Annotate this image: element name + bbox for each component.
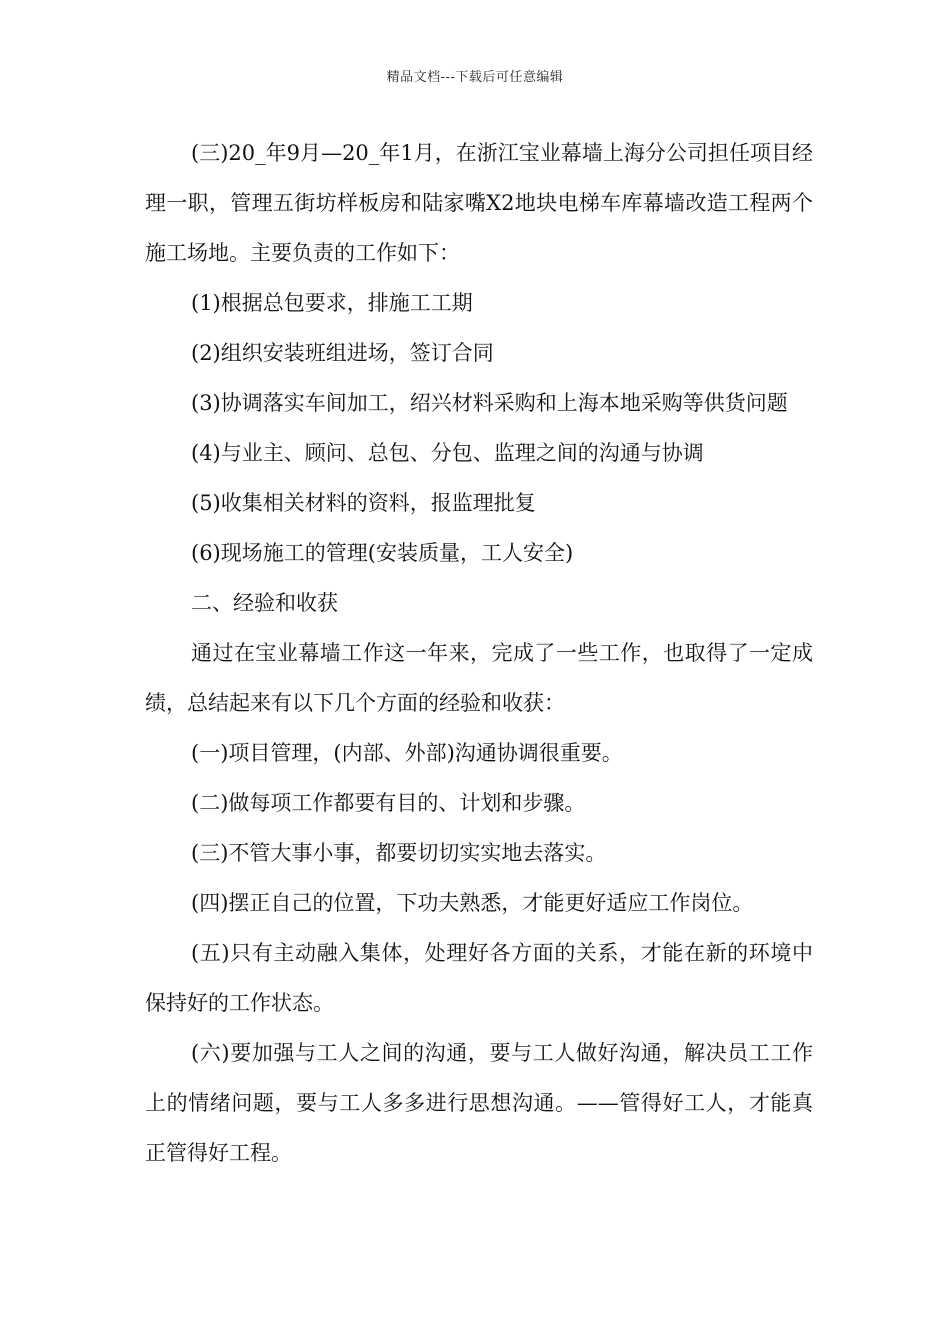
- section-heading-experience: 二、经验和收获: [191, 591, 338, 615]
- list-item-lesson-6: (六)要加强与工人之间的沟通，要与工人做好沟通，解决员工工作上的情绪问题，要与工人多多进行思想沟通。——管得好工人，才能真正管得好工程。: [145, 1041, 813, 1165]
- paragraph-project-manager-role: (三)20_年9月—20_年1月，在浙江宝业幕墙上海分公司担任项目经理一职，管理五街坊样板房和陆家嘴X2地块电梯车库幕墙改造工程两个施工场地。主要负责的工作如下：: [145, 141, 813, 265]
- list-item-team-contract: (2)组织安装班组进场，签订合同: [191, 341, 494, 365]
- list-item-lesson-4: (四)摆正自己的位置，下功夫熟悉，才能更好适应工作岗位。: [191, 891, 754, 915]
- list-item-lesson-2: (二)做每项工作都要有目的、计划和步骤。: [191, 791, 586, 815]
- list-item-materials: (5)收集相关材料的资料，报监理批复: [191, 491, 536, 515]
- list-item-lesson-3: (三)不管大事小事，都要切切实实地去落实。: [191, 841, 607, 865]
- list-item-procurement: (3)协调落实车间加工，绍兴材料采购和上海本地采购等供货问题: [191, 391, 788, 415]
- list-item-lesson-5: (五)只有主动融入集体，处理好各方面的关系，才能在新的环境中保持好的工作状态。: [145, 941, 813, 1015]
- list-item-schedule: (1)根据总包要求，排施工工期: [191, 291, 473, 315]
- page-header: 精品文档---下载后可任意编辑: [386, 70, 564, 85]
- list-item-site-management: (6)现场施工的管理(安装质量，工人安全): [191, 541, 574, 565]
- list-item-coordination: (4)与业主、顾问、总包、分包、监理之间的沟通与协调: [191, 441, 704, 465]
- paragraph-experience-intro: 通过在宝业幕墙工作这一年来，完成了一些工作，也取得了一定成绩，总结起来有以下几个方面的经验和收获：: [145, 641, 813, 715]
- list-item-lesson-1: (一)项目管理，(内部、外部)沟通协调很重要。: [191, 741, 623, 765]
- document-body: [145, 128, 813, 1178]
